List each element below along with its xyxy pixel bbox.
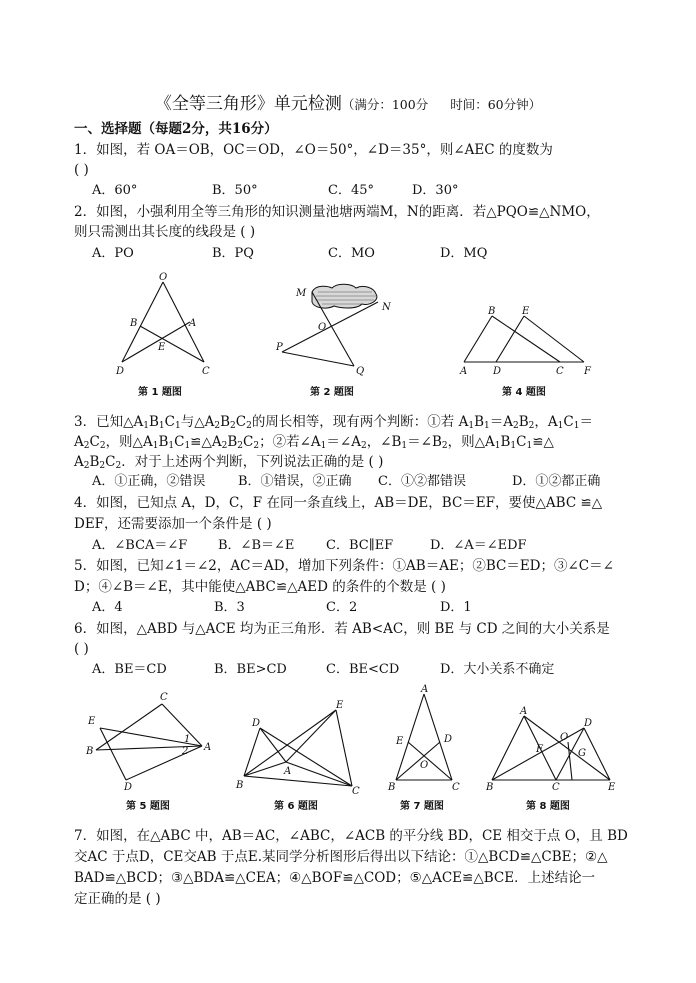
figure-q8-caption: 第 8 题图: [526, 801, 570, 812]
q1-option-b: B．50°: [212, 183, 258, 198]
title-main: 《全等三角形》单元检测: [154, 94, 342, 114]
q1-option-c: C．45°: [328, 183, 374, 198]
q6-option-a: A．BE＝CD: [92, 662, 167, 677]
fig8-label-d: D: [584, 718, 593, 729]
figure-q2-caption: 第 2 题图: [310, 387, 354, 398]
fig5-label-c: C: [160, 692, 168, 703]
q1-option-d: D．30°: [412, 183, 459, 198]
fig4-label-a: A: [460, 366, 468, 377]
q3-option-a: A．①正确，②错误: [92, 474, 206, 489]
title-time: 时间：60分钟）: [450, 97, 542, 112]
fig6-label-a: A: [284, 766, 292, 777]
fig1-label-a: A: [189, 318, 197, 329]
q4-stem-line2: DEF，还需要添加一个条件是 ( ): [74, 516, 272, 532]
q1-stem-line1: 1．如图，若 OA＝OB，OC＝OD，∠O＝50°，∠D＝35°，则∠AEC 的度数为: [74, 142, 553, 158]
fig7-label-d: D: [444, 734, 453, 745]
figure-q8: [484, 706, 620, 792]
q5-stem-line2: D；④∠B＝∠E，其中能使△ABC≌△AED 的条件的个数是 ( ): [74, 579, 446, 595]
q4-option-b: B．∠B＝∠E: [218, 538, 295, 553]
q3-stem-line1: 3．已知$\triangle A_1B_1C_1$与$\triangle A_2B_2C_2$的周长相等，现有两个判断：①若 $A_1B_1=A_2B_2$，$A_1C_1=$: [74, 414, 593, 431]
q5-stem-line1: 5．如图，已知∠1＝∠2，AC＝AD，增加下列条件：①AB＝AE；②BC＝ED；③∠C＝∠: [74, 558, 614, 574]
figure-q1-caption: 第 1 题图: [138, 387, 182, 398]
fig4-label-b: B: [488, 306, 496, 317]
q3-stem-line2: $A_2C_2$，则$\triangle A_1B_1C_1≌\triangle A_2B_2C_2$；②若$\angle A_1=\angle A_2$，$\angle B_1=\angle B_2$，则$\triangle A_1B_1C_1≌\triangle$: [74, 434, 554, 451]
fig2-label-q: Q: [356, 366, 365, 377]
fig7-label-o: O: [420, 760, 429, 771]
q4-stem-line1: 4．如图，已知点 A，D，C，F 在同一条直线上，AB＝DE，BC＝EF，要使△ABC ≌△: [74, 495, 603, 511]
fig5-label-a: A: [204, 742, 212, 753]
q2-option-b: B．PQ: [212, 246, 254, 261]
q2-stem-line2: 则只需测出其长度的线段是 ( ): [74, 224, 256, 240]
q5-option-b: B．3: [214, 600, 245, 615]
figure-q1: [110, 270, 220, 378]
fig8-label-g: G: [578, 748, 586, 759]
fig2-label-n: N: [382, 302, 391, 313]
q3-option-b: B．①错误，②正确: [238, 474, 352, 489]
fig2-label-o: O: [318, 322, 327, 333]
figure-q6: [234, 700, 362, 797]
figure-q4-caption: 第 4 题图: [502, 387, 546, 398]
fig8-label-f: F: [536, 744, 543, 755]
q4-option-d: D．∠A＝∠EDF: [430, 538, 527, 553]
figure-q7: [386, 684, 466, 792]
fig2-label-m: M: [296, 288, 307, 299]
q2-option-a: A．PO: [92, 246, 134, 261]
fig7-label-b: B: [388, 782, 396, 793]
fig7-label-e: E: [396, 736, 404, 747]
q6-option-b: B．BE>CD: [214, 662, 287, 677]
q3-stem-line3: $A_2B_2C_2$．对于上述两个判断，下列说法正确的是 ( ): [74, 454, 384, 471]
fig8-label-b: B: [486, 782, 494, 793]
fig4-label-f: F: [584, 366, 591, 377]
q5-option-d: D．1: [440, 600, 472, 615]
fig2-label-p: P: [276, 342, 283, 353]
q2-option-c: C．MO: [328, 246, 375, 261]
q7-stem-line2: 交AC 于点D，CE交AB 于点E.某同学分析图形后得出以下结论：①△BCD≌△CBE；②△: [74, 849, 608, 865]
section-heading: 一、选择题（每题2分，共16分）: [74, 121, 278, 137]
fig1-label-b: B: [130, 318, 138, 329]
fig1-label-c: C: [202, 366, 210, 377]
q1-stem-line2: ( ): [74, 162, 89, 178]
q4-option-a: A．∠BCA＝∠F: [92, 538, 188, 553]
page-title: [0, 89, 696, 114]
q3-option-c: C．①②都错误: [378, 474, 466, 489]
fig7-label-a: A: [421, 684, 429, 695]
q4-option-c: C．BC∥EF: [326, 538, 394, 553]
q5-option-a: A．4: [92, 600, 123, 615]
figure-q5-caption: 第 5 题图: [126, 801, 170, 812]
fig1-label-d: D: [116, 366, 125, 377]
fig8-label-o: O: [560, 732, 569, 743]
fig5-label-1: 1: [184, 734, 191, 745]
q7-stem-line1: 7．如图，在△ABC 中，AB＝AC，∠ABC，∠ACB 的平分线 BD，CE 相交于点 O，且 BD: [74, 828, 628, 844]
fig7-label-c: C: [452, 782, 460, 793]
q7-stem-line3: BAD≌△BCD；③△BDA≌△CEA；④△BOF≌△COD；⑤△ACE≌△BCE．上述结论一: [74, 870, 596, 886]
fig1-label-e: E: [158, 342, 166, 353]
fig6-label-b: B: [236, 780, 244, 791]
figure-q4: [456, 304, 596, 378]
q1-option-a: A．60°: [92, 183, 138, 198]
figure-q2: [276, 278, 396, 378]
fig5-label-d: D: [124, 782, 133, 793]
figure-q5: [86, 690, 216, 792]
q2-stem-line1: 2．如图，小强利用全等三角形的知识测量池塘两端M，N的距离．若△PQO≌△NMO，: [74, 204, 600, 220]
fig6-label-e: E: [336, 700, 344, 711]
q6-option-d: D．大小关系不确定: [440, 662, 555, 677]
q7-stem-line4: 定正确的是 ( ): [74, 891, 161, 907]
title-full-score: （满分：100分: [341, 97, 429, 112]
fig5-label-b: B: [86, 746, 94, 757]
fig8-label-a: A: [520, 706, 528, 717]
fig6-label-c: C: [352, 786, 360, 797]
q5-option-c: C．2: [326, 600, 358, 615]
q6-option-c: C．BE<CD: [326, 662, 400, 677]
fig4-label-c: C: [556, 366, 564, 377]
fig5-label-e: E: [88, 716, 96, 727]
q3-option-d: D．①②都正确: [512, 474, 601, 489]
fig5-label-2: 2: [182, 746, 189, 757]
fig4-label-e: E: [522, 306, 530, 317]
fig8-label-c: C: [552, 782, 560, 793]
figure-q7-caption: 第 7 题图: [400, 801, 444, 812]
fig1-label-o: O: [159, 272, 168, 283]
fig6-label-d: D: [252, 718, 261, 729]
fig4-label-d: D: [493, 366, 502, 377]
q6-stem-line1: 6．如图，△ABD 与△ACE 均为正三角形．若 AB<AC，则 BE 与 CD 之间的大小关系是: [74, 621, 610, 637]
figure-q6-caption: 第 6 题图: [274, 801, 318, 812]
fig8-label-e: E: [608, 782, 616, 793]
q6-stem-line2: ( ): [74, 641, 89, 657]
q2-option-d: D．MQ: [440, 246, 488, 261]
